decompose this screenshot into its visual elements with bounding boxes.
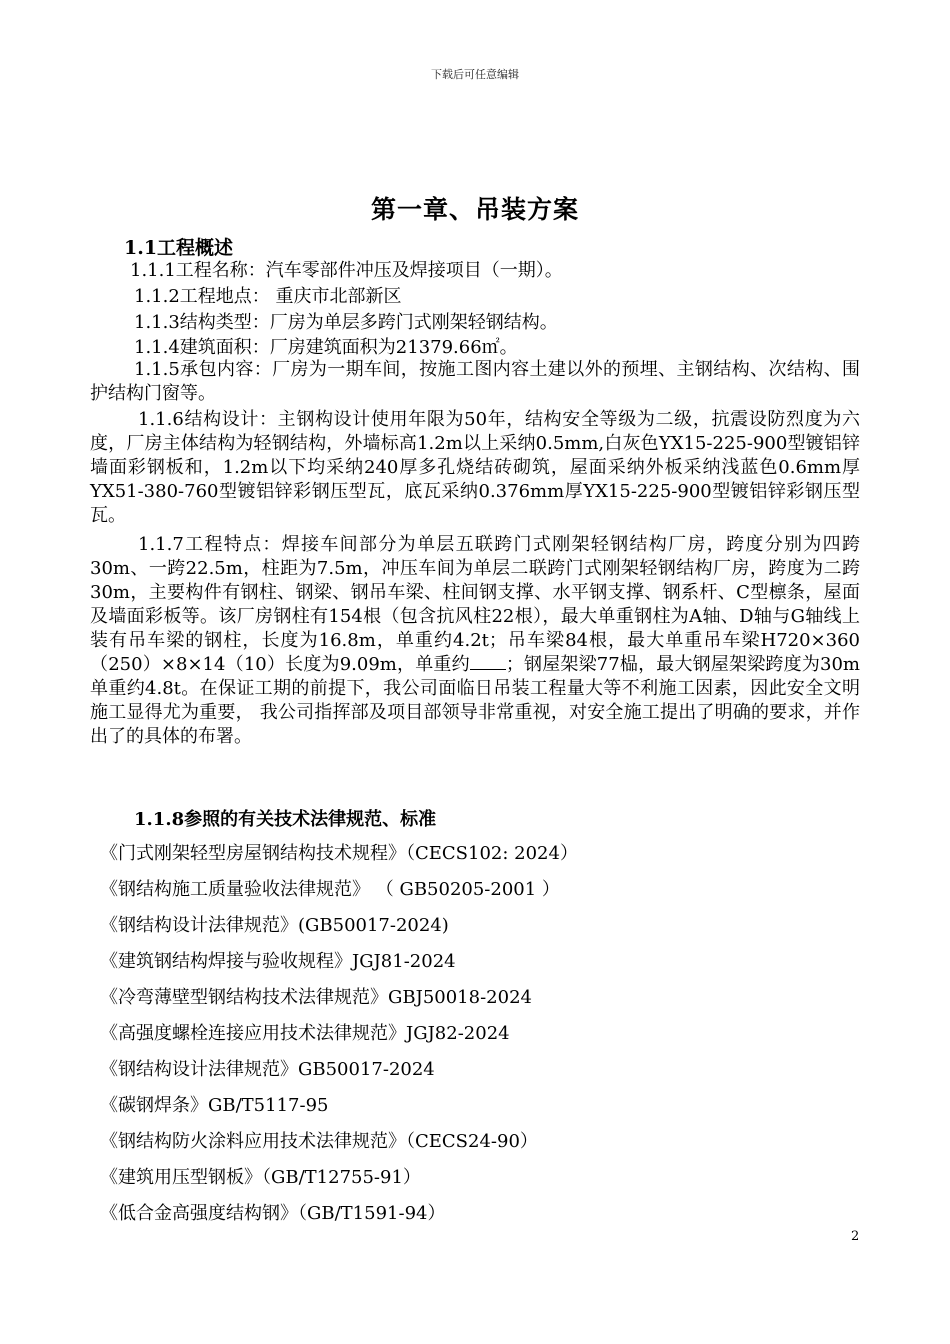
item-1-1-7 bbox=[90, 533, 860, 749]
item-1-1-7-part-b: ；钢屋架梁77榀，最大钢屋架梁跨度为30m单重约4.8t。在保证工期的前提下，我公司面临日吊装工程量大等不利施工因素，因此安全文明施工显得尤为重要， 我公司指挥部及项目部领导非常重视，对安全施工提出了明确的要求，并作出了的具体的布署。 bbox=[90, 654, 860, 747]
item-1-1-3: 1.1.3结构类型：厂房为单层多跨门式刚架轻钢结构。 bbox=[134, 312, 558, 333]
chapter-title: 第一章、吊装方案 bbox=[370, 195, 579, 224]
standard-item: 《高强度螺栓连接应用技术法律规范》JGJ82-2024 bbox=[100, 1023, 510, 1044]
section-title: 1.1工程概述 bbox=[124, 237, 234, 259]
item-1-1-1: 1.1.1工程名称：汽车零部件冲压及焊接项目（一期）。 bbox=[130, 260, 563, 281]
standard-item: 《冷弯薄壁型钢结构技术法律规范》GBJ50018-2024 bbox=[100, 987, 532, 1008]
subsection-title: 1.1.8参照的有关技术法律规范、标准 bbox=[134, 809, 437, 830]
standard-item: 《建筑用压型钢板》（GB/T12755-91） bbox=[100, 1167, 421, 1188]
item-1-1-6: 1.1.6结构设计：主钢构设计使用年限为50年，结构安全等级为二级，抗震设防烈度为六度，厂房主体结构为轻钢结构，外墙标高1.2m以上采纳0.5mm,白灰色YX15-225-900型镀铝锌墙面彩钢板和，1.2m以下均采纳240厚多孔烧结砖砌筑，屋面采纳外板采纳浅蓝色0.6mm厚YX51-380-760型镀铝锌彩钢压型瓦，底瓦采纳0.376mm厚YX15-225-900型镀铝锌彩钢压型瓦。 bbox=[90, 409, 860, 526]
item-1-1-4: 1.1.4建筑面积：厂房建筑面积为21379.66㎡。 bbox=[134, 337, 518, 358]
item-1-1-2: 1.1.2工程地点： 重庆市北部新区 bbox=[134, 286, 402, 307]
standard-item: 《门式刚架轻型房屋钢结构技术规程》（CECS102: 2024） bbox=[100, 843, 578, 864]
standard-item: 《钢结构设计法律规范》(GB50017-2024) bbox=[100, 915, 449, 936]
standard-item: 《钢结构设计法律规范》GB50017-2024 bbox=[100, 1059, 435, 1080]
blank-underline bbox=[470, 669, 506, 670]
standard-item: 《低合金高强度结构钢》（GB/T1591-94） bbox=[100, 1203, 446, 1224]
standard-item: 《建筑钢结构焊接与验收规程》JGJ81-2024 bbox=[100, 951, 456, 972]
standard-item: 《钢结构防火涂料应用技术法律规范》（CECS24-90） bbox=[100, 1131, 538, 1152]
header-note: 下载后可任意编辑 bbox=[431, 68, 519, 81]
standard-item: 《碳钢焊条》GB/T5117-95 bbox=[100, 1095, 329, 1116]
page-number: 2 bbox=[851, 1229, 860, 1244]
item-1-1-7-part-a: 1.1.7工程特点：焊接车间部分为单层五联跨门式刚架轻钢结构厂房，跨度分别为四跨30m、一跨22.5m，柱距为7.5m，冲压车间为单层二联跨门式刚架轻钢结构厂房，跨度为二跨30m，主要构件有钢柱、钢梁、钢吊车梁、柱间钢支撑、水平钢支撑、钢系杆、C型檩条，屋面及墙面彩板等。该厂房钢柱有154根（包含抗风柱22根），最大单重钢柱为A轴、D轴与G轴线上装有吊车梁的钢柱，长度为16.8m，单重约4.2t；吊车梁84根，最大单重吊车梁H720×360（250）×8×14（10）长度为9.09m，单重约 bbox=[90, 534, 860, 675]
item-1-1-5: 1.1.5承包内容：厂房为一期车间，按施工图内容土建以外的预埋、主钢结构、次结构、围护结构门窗等。 bbox=[90, 359, 860, 404]
standards-list bbox=[100, 840, 578, 1236]
standard-item: 《钢结构施工质量验收法律规范》 （ GB50205-2001 ） bbox=[100, 879, 560, 900]
